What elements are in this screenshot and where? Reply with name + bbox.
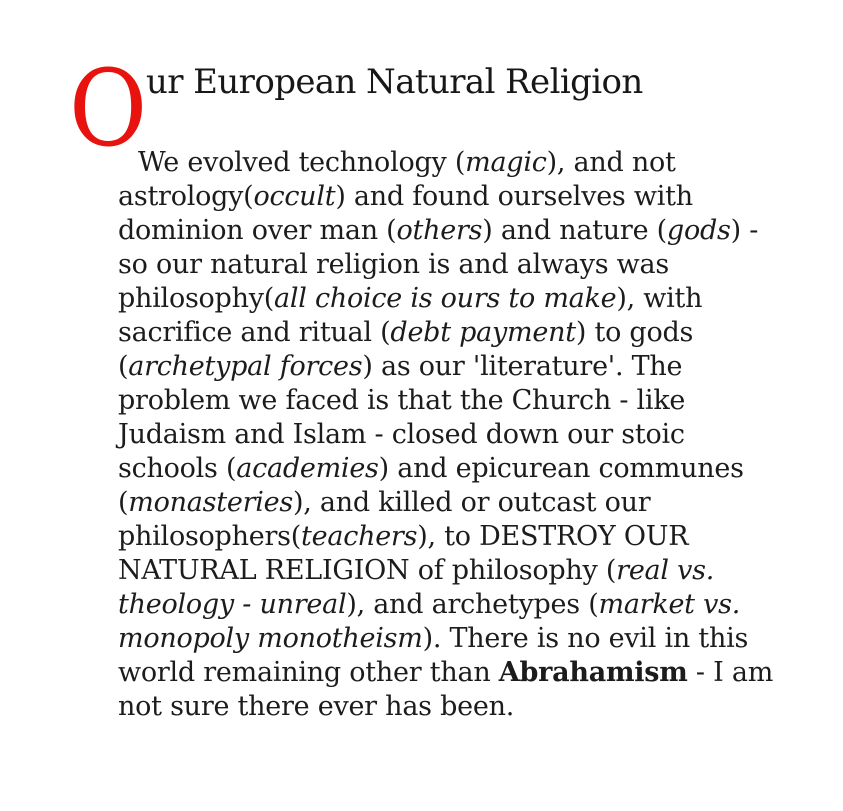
- plain-text: schools (: [118, 453, 237, 484]
- plain-text: ) and epicurean communes: [378, 453, 744, 484]
- text-line: [118, 146, 773, 180]
- italic-text: market vs.: [598, 589, 741, 620]
- text-line: [118, 248, 773, 282]
- plain-text: so our natural religion is and always was: [118, 249, 669, 280]
- text-line: [118, 452, 773, 486]
- italic-text: academies: [236, 453, 379, 484]
- italic-text: gods: [666, 215, 731, 246]
- plain-text: (: [118, 351, 129, 382]
- plain-text: world remaining other than: [118, 657, 499, 688]
- drop-cap-letter: O: [69, 47, 148, 170]
- text-line: [118, 588, 773, 622]
- plain-text: ), to DESTROY OUR: [417, 521, 689, 552]
- text-line: [118, 520, 773, 554]
- text-line: [118, 656, 773, 690]
- text-line: [118, 622, 773, 656]
- bold-text: Abrahamism: [498, 657, 688, 688]
- italic-text: others: [396, 215, 483, 246]
- plain-text: philosophy(: [118, 283, 275, 314]
- italic-text: occult: [253, 181, 336, 212]
- text-line: [118, 350, 773, 384]
- body-paragraph: [118, 146, 773, 724]
- plain-text: ) and nature (: [482, 215, 667, 246]
- plain-text: ) and found ourselves with: [335, 181, 693, 212]
- text-line: [118, 486, 773, 520]
- plain-text: ) as our 'literature'. The: [362, 351, 683, 382]
- plain-text: sacrifice and ritual (: [118, 317, 391, 348]
- plain-text: ) to gods: [575, 317, 694, 348]
- italic-text: debt payment: [390, 317, 576, 348]
- plain-text: (: [118, 487, 129, 518]
- text-line: [118, 690, 773, 724]
- italic-text: archetypal forces: [128, 351, 363, 382]
- text-line: [118, 316, 773, 350]
- italic-text: magic: [465, 147, 547, 178]
- text-line: [118, 282, 773, 316]
- plain-text: ), with: [616, 283, 703, 314]
- plain-text: dominion over man (: [118, 215, 397, 246]
- plain-text: ) -: [730, 215, 759, 246]
- text-line: [118, 418, 773, 452]
- italic-text: real vs.: [616, 555, 715, 586]
- italic-text: monopoly monotheism: [118, 623, 423, 654]
- plain-text: ), and not: [546, 147, 676, 178]
- plain-text: ), and archetypes (: [346, 589, 599, 620]
- plain-text: ). There is no evil in this: [422, 623, 749, 654]
- plain-text: ), and killed or outcast our: [292, 487, 651, 518]
- italic-text: all choice is ours to make: [274, 283, 617, 314]
- plain-text: - I am: [687, 657, 774, 688]
- text-line: [118, 180, 773, 214]
- plain-text: not sure there ever has been.: [118, 691, 515, 722]
- text-line: [118, 554, 773, 588]
- page-title: ur European Natural Religion: [146, 62, 643, 102]
- text-line: [118, 214, 773, 248]
- plain-text: We evolved technology (: [138, 147, 466, 178]
- plain-text: problem we faced is that the Church - like: [118, 385, 686, 416]
- plain-text: astrology(: [118, 181, 254, 212]
- text-line: [118, 384, 773, 418]
- italic-text: monasteries: [128, 487, 293, 518]
- plain-text: NATURAL RELIGION of philosophy (: [118, 555, 617, 586]
- plain-text: Judaism and Islam - closed down our stoic: [118, 419, 685, 450]
- italic-text: teachers: [301, 521, 418, 552]
- plain-text: philosophers(: [118, 521, 302, 552]
- italic-text: theology - unreal: [118, 589, 347, 620]
